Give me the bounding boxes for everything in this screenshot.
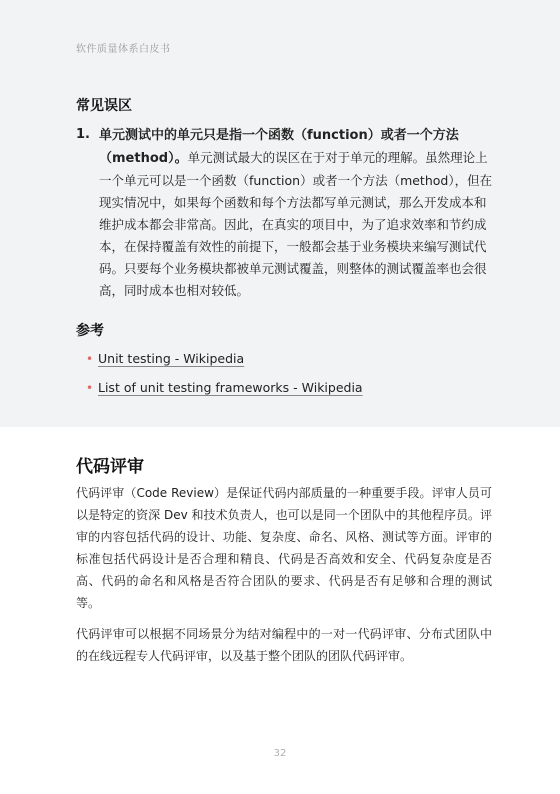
item-body bbox=[99, 124, 496, 302]
misconceptions-title: 常见误区 bbox=[76, 98, 132, 114]
reference-item bbox=[86, 348, 363, 377]
code-review-paragraph-1: 代码评审（Code Review）是保证代码内部质量的一种重要手段。评审人员可以是特定的资深 Dev 和技术负责人，也可以是同一个团队中的其他程序员。评审的内容包括代码的设计、功能、复杂度、命名、风格、测试等方面。评审的标准包括代码设计是否合理和精良、代码是否高效和安全、代码复杂度是否高、代码的命名和风格是否符合团队的要求、代码是否有足够和合理的测试等。 bbox=[76, 486, 492, 610]
running-header: 软件质量体系白皮书 bbox=[76, 44, 171, 55]
code-review-paragraph-2: 代码评审可以根据不同场景分为结对编程中的一对一代码评审、分布式团队中的在线远程专人代码评审，以及基于整个团队的团队代码评审。 bbox=[76, 627, 492, 663]
code-review-title: 代码评审 bbox=[76, 457, 144, 477]
item-text: 单元测试最大的误区在于对于单元的理解。虽然理论上一个单元可以是一个函数（function）或者一个方法（method），但在现实情况中，如果每个函数和每个方法都写单元测试，那么开发成本和维护成本都会非常高。因此，在真实的项目中，为了追求效率和节约成本，在保持覆盖有效性的前提下，一般都会基于业务模块来编写测试代码。只要每个业务模块都被单元测试覆盖，则整体的测试覆盖率也会很高，同时成本也相对较低。 bbox=[99, 150, 493, 298]
item-number: 1. bbox=[76, 127, 90, 142]
references-title: 参考 bbox=[76, 323, 104, 339]
page-number: 32 bbox=[273, 748, 287, 759]
reference-item bbox=[86, 377, 363, 406]
reference-link-frameworks[interactable]: List of unit testing frameworks - Wikipedia bbox=[98, 380, 363, 395]
item-heading: 单元测试中的单元只是指一个函数（function）或者一个方法（method）。 bbox=[99, 128, 459, 166]
reference-link-unit-testing[interactable]: Unit testing - Wikipedia bbox=[98, 351, 245, 366]
bullet-icon: • bbox=[86, 352, 94, 366]
bullet-icon: • bbox=[86, 381, 94, 395]
misconception-item bbox=[76, 124, 496, 302]
references-list bbox=[86, 348, 363, 406]
